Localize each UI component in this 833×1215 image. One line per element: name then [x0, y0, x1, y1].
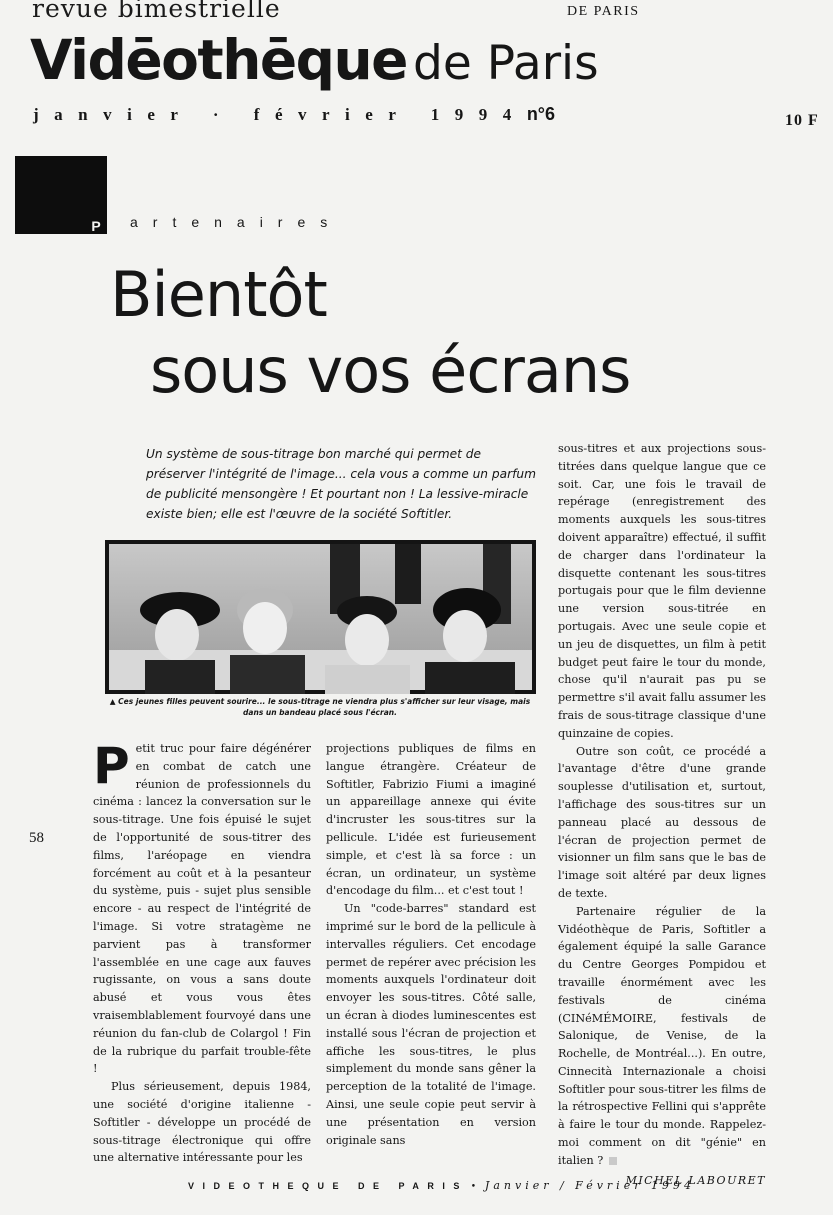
masthead-title-bold: Vidēothēque	[30, 28, 407, 92]
author-byline: MICHEL LABOURET	[625, 1173, 766, 1187]
city-label: DE PARIS	[567, 4, 640, 19]
issue-date: janvier · février 1994	[33, 105, 527, 124]
photo-illustration	[105, 540, 536, 694]
revue-label: revue bimestrielle	[32, 0, 281, 23]
headline-line-2: sous vos écrans	[150, 334, 631, 407]
article-paragraph: Un "code-barres" standard est imprimé sur le bord de la pellicule à intervalles réguliers. Cet encodage permet de repérer avec précision les moments auxquels l'ordinateur doit envoyer les sous-titres. Côté salle, un écran à diodes luminescentes est installé sous l'écran de projection et affiche les sous-titres, le plus simplement du monde sans gêner la perception de la totalité de l'image. Ainsi, une seule copie peut servir à une présentation en version originale sans	[326, 902, 536, 1147]
drop-cap: P	[93, 737, 130, 795]
price: 10 F	[785, 112, 819, 129]
section-initial: P	[91, 218, 101, 234]
article-paragraph: Plus sérieusement, depuis 1984, une société d'origine italienne - Softitler - développe un procédé de sous-titrage électronique qui offre une alternative intéressante pour les	[93, 1080, 311, 1165]
issue-number: n°6	[526, 104, 556, 124]
footer-brand: VIDEOTHEQUE DE PARIS	[188, 1181, 468, 1191]
article-paragraph: Outre son coût, ce procédé a l'avantage d'être d'une grande souplesse d'utilisation et, surtout, l'affichage des sous-titres sur un panneau placé au dessous de l'écran de projection permet de visionner un film sans que le bas de l'image soit altéré par deux lignes de texte.	[558, 744, 766, 900]
article-column-1	[93, 737, 311, 1167]
photo-caption: ▲ Ces jeunes filles peuvent sourire... le sous-titrage ne viendra plus s'afficher sur leur visage, mais dans un bandeau placé sous l'écran.	[109, 697, 531, 717]
masthead-title-light: de Paris	[413, 36, 599, 91]
article-paragraph: etit truc pour faire dégénérer en combat de catch une réunion de professionnels du cinéma : lancez la conversation sur le sous-titrage. Une fois épuisé le sujet de l'opportunité de sous-titrer des films, l'aréopage en viendra forcément au coût et à la pesanteur du système, puis - sujet plus sensible encore - au respect de l'intégrité de l'image. Si votre stratagème ne parvient pas à transformer l'assemblée en une cage aux fauves rugissante, on vous a sans doute abusé et vous vous êtes vraisemblablement fourvoyé dans une réunion du fan-club de Colargol ! Fin de la rubrique du parfait trouble-fête !	[93, 742, 311, 1076]
article-paragraph: projections publiques de films en langue étrangère. Créateur de Softitler, Fabrizio Fiumi a imaginé un appareillage annexe qui évite d'incruster les sous-titres sur la pellicule. L'idée est furieusement simple, et c'est là sa force : un écran, un ordinateur, un système d'encodage du film... et c'est tout !	[326, 742, 536, 898]
masthead-title	[30, 28, 599, 92]
intro-paragraph: Un système de sous-titrage bon marché qui permet de préserver l'intégrité de l'image... cela vous a comme un parfum de publicité mensongère ! Et pourtant non ! La lessive-miracle existe bien; elle est l'œuvre de la société Softitler.	[146, 447, 536, 521]
page-number: 58	[29, 830, 44, 846]
end-mark-icon	[609, 1157, 617, 1165]
footer-separator: •	[470, 1182, 477, 1192]
article-photo	[105, 540, 536, 694]
article-paragraph: sous-titres et aux projections sous-titrées dans quelque langue que ce soit. Car, une fois le travail de repérage (enregistrement des moments auxquels les sous-titres doivent apparaître) effectué, il suffit de charger dans l'ordinateur la disquette contenant les sous-titres portugais pour que le film devienne une version sous-titrée en portugais. Avec une seule copie et un jeu de disquettes, un film à petit budget peut faire le tour du monde, chose qu'il n'aurait pas pu se permettre s'il avait fallu assumer les frais de sous-titrage classique d'une quinzaine de copies.	[558, 442, 766, 740]
article-column-2	[326, 740, 536, 1149]
section-label: artenaires	[130, 214, 343, 230]
article-paragraph: Partenaire régulier de la Vidéothèque de Paris, Softitler a également équipé la salle Garance du Centre Georges Pompidou et travaille énormément avec les festivals de cinéma (CINéMÉMOIRE, festivals de Salonique, de Venise, de la Rochelle, de Montréal...). En outre, Cinnecità Internazionale a choisi Softitler pour sous-titrer les films de la rétrospective Fellini qui s'apprête à faire le tour du monde. Rappelez-moi comment on dit "génie" en italien ?	[558, 904, 766, 1167]
issue-date-line	[33, 104, 555, 125]
footer-date: Janvier / Février 1994	[484, 1179, 695, 1192]
article-column-3	[558, 440, 766, 1189]
page-footer	[188, 1179, 695, 1192]
headline-line-1: Bientôt	[110, 258, 327, 331]
